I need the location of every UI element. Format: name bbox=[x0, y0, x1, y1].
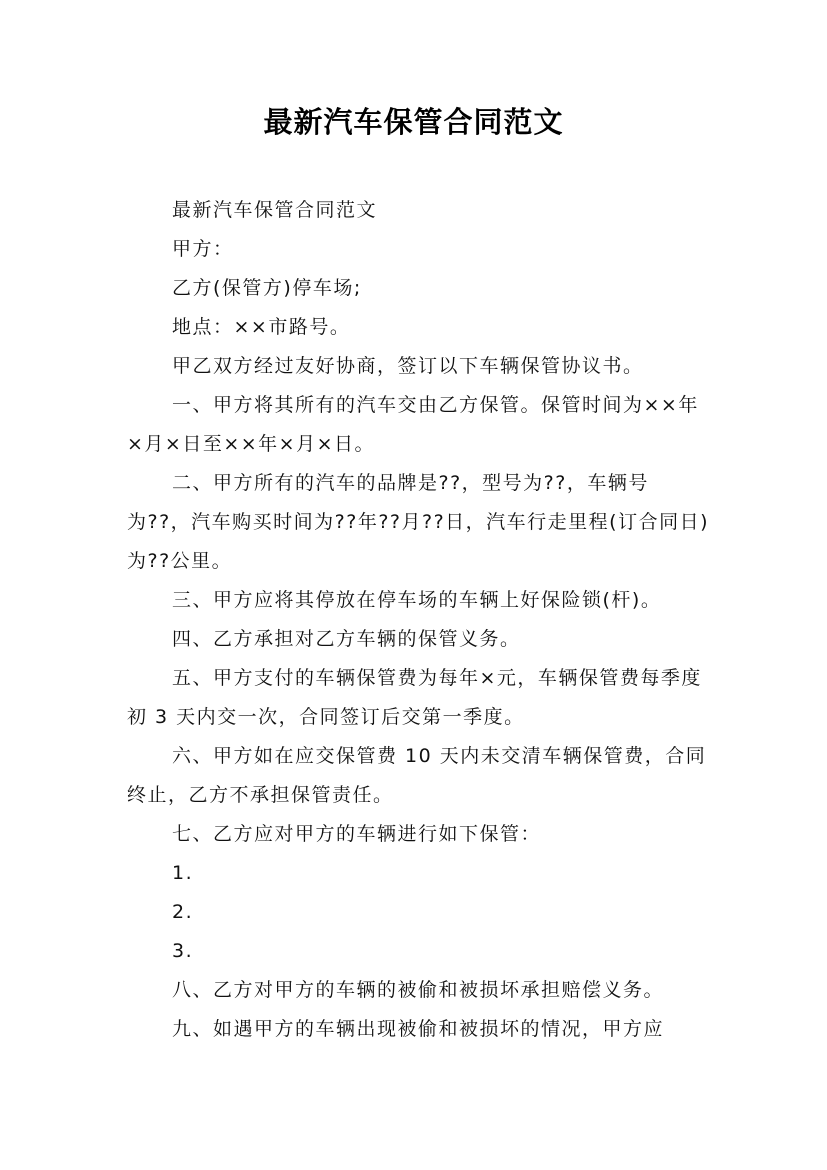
list-item-3: 3. bbox=[172, 940, 194, 962]
paragraph-clause-7: 七、乙方应对甲方的车辆进行如下保管： bbox=[172, 823, 542, 845]
paragraph-clause-5: 五、甲方支付的车辆保管费为每年×元，车辆保管费每季度初 3 天内交一次，合同签订后交第一季度。 bbox=[127, 667, 702, 728]
paragraph-subtitle: 最新汽车保管合同范文 bbox=[172, 199, 378, 221]
paragraph-clause-3: 三、甲方应将其停放在停车场的车辆上好保险锁(杆)。 bbox=[172, 589, 662, 611]
paragraph-location: 地点：××市路号。 bbox=[172, 316, 351, 338]
paragraph-party-b: 乙方(保管方)停车场; bbox=[172, 277, 362, 299]
paragraph-party-a: 甲方： bbox=[172, 238, 234, 260]
list-item-2: 2. bbox=[172, 901, 194, 923]
document-body bbox=[127, 191, 711, 1049]
list-item-1: 1. bbox=[172, 862, 194, 884]
paragraph-clause-9: 九、如遇甲方的车辆出现被偷和被损坏的情况，甲方应 bbox=[172, 1018, 665, 1040]
paragraph-clause-1: 一、甲方将其所有的汽车交由乙方保管。保管时间为××年×月×日至××年×月×日。 bbox=[127, 394, 699, 455]
document-title: 最新汽车保管合同范文 bbox=[263, 105, 564, 139]
paragraph-clause-6: 六、甲方如在应交保管费 10 天内未交清车辆保管费，合同终止，乙方不承担保管责任。 bbox=[127, 745, 707, 806]
paragraph-clause-4: 四、乙方承担对乙方车辆的保管义务。 bbox=[172, 628, 521, 650]
paragraph-clause-8: 八、乙方对甲方的车辆的被偷和被损坏承担赔偿义务。 bbox=[172, 979, 665, 1001]
paragraph-clause-2: 二、甲方所有的汽车的品牌是??，型号为??，车辆号为??，汽车购买时间为??年??月??日，汽车行走里程(订合同日)为??公里。 bbox=[127, 472, 710, 572]
paragraph-intro: 甲乙双方经过友好协商，签订以下车辆保管协议书。 bbox=[172, 355, 644, 377]
